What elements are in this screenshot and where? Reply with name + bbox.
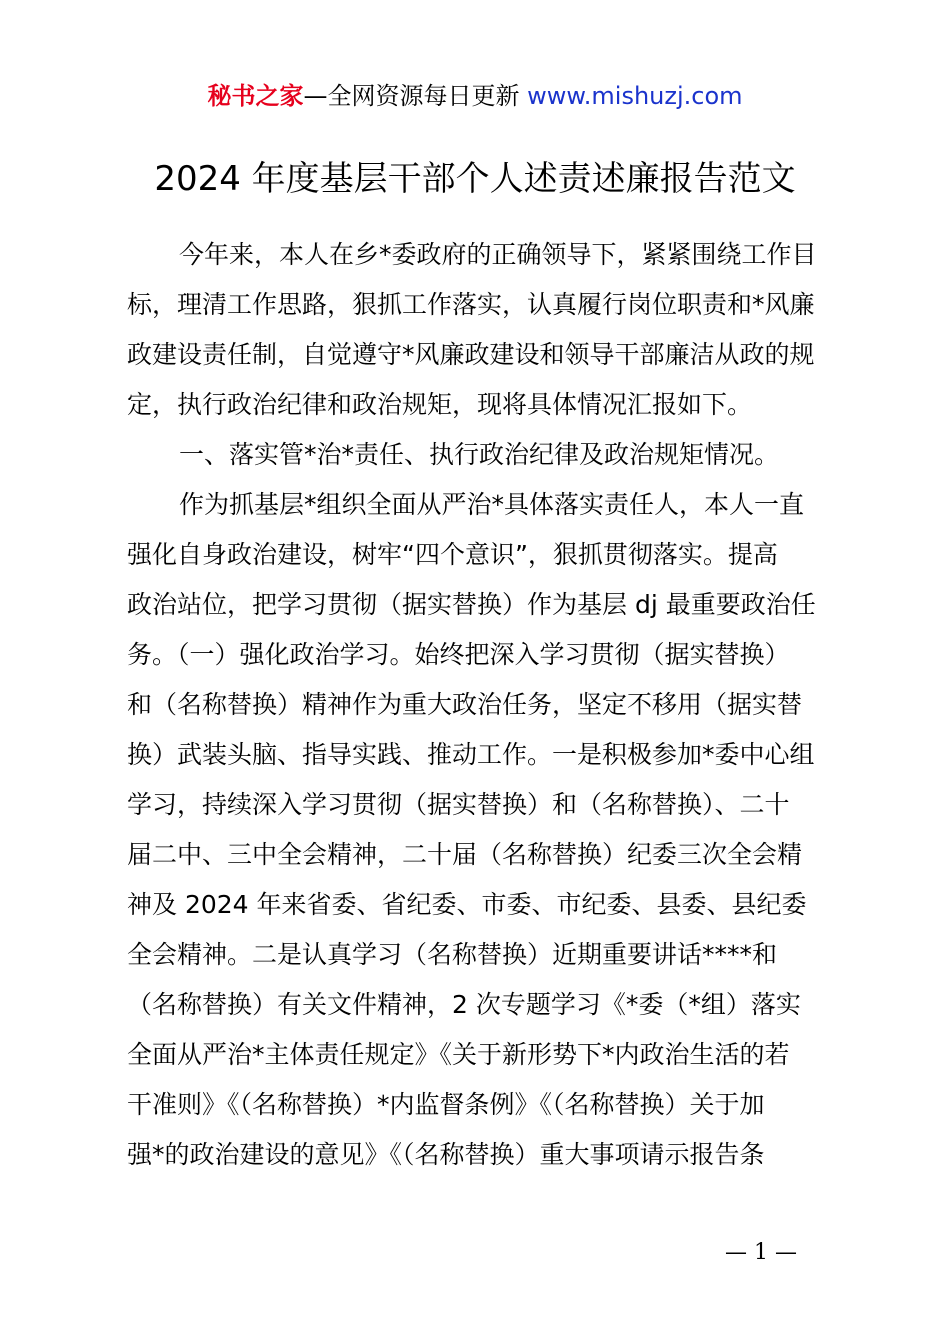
body-line: 学习，持续深入学习贯彻（据实替换）和（名称替换）、二十	[127, 790, 790, 819]
page-number: — 1 —	[725, 1240, 797, 1265]
body-line: 强化自身政治建设，树牢“四个意识”，狠抓贯彻落实。提高	[127, 540, 778, 569]
document-body	[127, 230, 833, 1180]
brand-name: 秘书之家	[207, 82, 304, 110]
body-line: 届二中、三中全会精神，二十届（名称替换）纪委三次全会精	[127, 840, 803, 869]
body-line: 强*的政治建设的意见》《（名称替换）重大事项请示报告条	[127, 1140, 765, 1169]
body-line: 今年来，本人在乡*委政府的正确领导下，紧紧围绕工作目	[179, 240, 817, 269]
body-line: 全面从严治*主体责任规定》《关于新形势下*内政治生活的若	[127, 1040, 790, 1069]
body-line: 干准则》《（名称替换）*内监督条例》《（名称替换）关于加	[127, 1090, 765, 1119]
body-line: 全会精神。二是认真学习（名称替换）近期重要讲话****和	[127, 940, 778, 969]
body-line: 政治站位，把学习贯彻（据实替换）作为基层 dj 最重要政治任	[127, 590, 816, 619]
site-link[interactable]: www.mishuzj.com	[527, 82, 743, 110]
body-line: 神及 2024 年来省委、省纪委、市委、市纪委、县委、县纪委	[127, 890, 807, 919]
body-line: 和（名称替换）精神作为重大政治任务，坚定不移用（据实替	[127, 690, 803, 719]
body-line: 换）武装头脑、指导实践、推动工作。一是积极参加*委中心组	[127, 740, 815, 769]
section-heading: 一、落实管*治*责任、执行政治纪律及政治规矩情况。	[179, 440, 780, 469]
document-title: 2024 年度基层干部个人述责述廉报告范文	[154, 159, 796, 199]
body-line: 政建设责任制，自觉遵守*风廉政建设和领导干部廉洁从政的规	[127, 340, 815, 369]
body-line: （名称替换）有关文件精神，2 次专题学习《*委（*组）落实	[127, 990, 801, 1019]
body-line: 务。（一）强化政治学习。始终把深入学习贯彻（据实替换）	[127, 640, 790, 669]
body-line: 定，执行政治纪律和政治规矩，现将具体情况汇报如下。	[127, 390, 753, 419]
body-line: 作为抓基层*组织全面从严治*具体落实责任人，本人一直	[179, 490, 805, 519]
site-header	[0, 80, 950, 112]
header-tagline: —全网资源每日更新	[303, 82, 528, 110]
body-line: 标，理清工作思路，狠抓工作落实，认真履行岗位职责和*风廉	[127, 290, 815, 319]
